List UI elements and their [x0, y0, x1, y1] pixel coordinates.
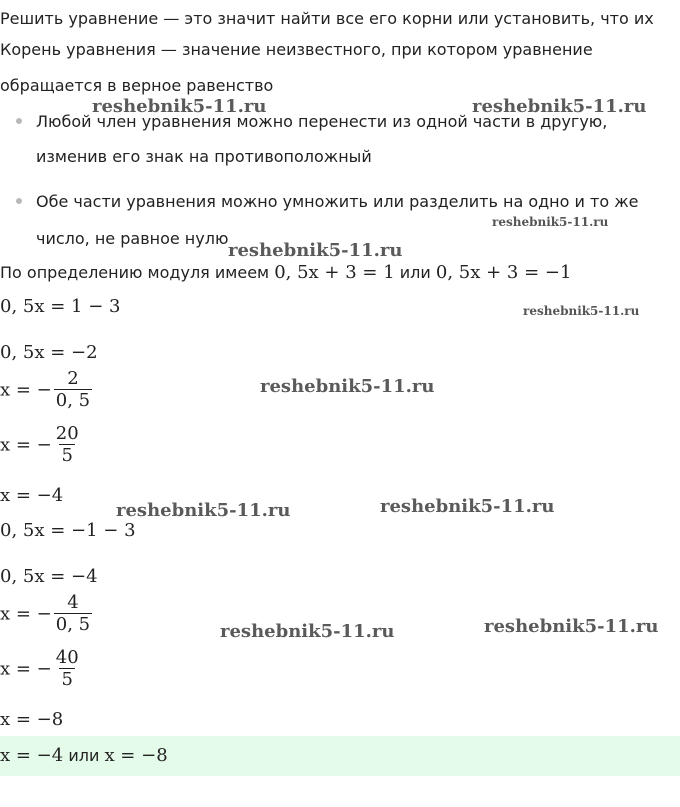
- watermark: reshebnik5-11.ru: [92, 96, 267, 117]
- definition-joiner: или: [399, 263, 431, 282]
- fraction-denominator: 5: [61, 445, 73, 466]
- case2-step-1: 0, 5x = −1 − 3: [0, 520, 136, 541]
- intro-line-3: обращается в верное равенство: [0, 76, 274, 95]
- rule-1-line-1: Любой член уравнения можно перенести из одной части в другую,: [36, 112, 608, 131]
- intro-line-2: Корень уравнения — значение неизвестного, при котором уравнение: [0, 40, 593, 59]
- watermark: reshebnik5-11.ru: [116, 500, 291, 521]
- case1-step-4: [0, 424, 81, 467]
- case2-result: x = −8: [0, 709, 64, 730]
- watermark: reshebnik5-11.ru: [523, 304, 640, 318]
- case2-step-4: [0, 648, 81, 691]
- fraction: [54, 369, 92, 412]
- watermark: reshebnik5-11.ru: [380, 496, 555, 517]
- answer-joiner: или: [68, 746, 100, 765]
- fraction-numerator: 4: [67, 592, 79, 613]
- fraction-denominator: 5: [61, 669, 73, 690]
- watermark: reshebnik5-11.ru: [220, 621, 395, 642]
- answer-line: [0, 745, 168, 766]
- intro-line-1: Решить уравнение — это значит найти все его корни или установить, что их: [0, 9, 654, 28]
- case1-result: x = −4: [0, 485, 64, 506]
- rule-2-line-2: число, не равное нулю: [36, 229, 229, 248]
- rule-2-line-1: Обе части уравнения можно умножить или разделить на одно и то же: [36, 192, 639, 211]
- fraction: [54, 648, 81, 691]
- fraction-denominator: 0, 5: [55, 390, 91, 411]
- answer-box: [0, 736, 680, 776]
- watermark: reshebnik5-11.ru: [492, 215, 609, 229]
- answer-part-2: x = −8: [104, 745, 168, 766]
- case1-step-3: [0, 369, 92, 412]
- definition-line: [0, 262, 571, 283]
- case1-step-1: 0, 5x = 1 − 3: [0, 296, 121, 317]
- definition-text: По определению модуля имеем: [0, 263, 270, 282]
- answer-part-1: x = −4: [0, 745, 64, 766]
- fraction: [54, 424, 81, 467]
- definition-eq-2: 0, 5x + 3 = −1: [435, 262, 572, 283]
- definition-eq-1: 0, 5x + 3 = 1: [274, 262, 395, 283]
- case2-step-3-lhs: x = −: [0, 603, 52, 625]
- watermark: reshebnik5-11.ru: [484, 616, 659, 637]
- case1-step-2: 0, 5x = −2: [0, 342, 98, 363]
- fraction-numerator: 40: [55, 647, 79, 668]
- watermark: reshebnik5-11.ru: [472, 96, 647, 117]
- case2-step-2: 0, 5x = −4: [0, 566, 98, 587]
- case1-step-3-lhs: x = −: [0, 379, 52, 401]
- watermark: reshebnik5-11.ru: [260, 376, 435, 397]
- bullet-icon: [16, 198, 22, 204]
- fraction: [54, 593, 92, 636]
- bullet-icon: [16, 118, 22, 124]
- fraction-numerator: 20: [55, 423, 79, 444]
- case2-step-3: [0, 593, 92, 636]
- case2-step-4-lhs: x = −: [0, 658, 52, 680]
- fraction-numerator: 2: [67, 368, 79, 389]
- rule-1-line-2: изменив его знак на противоположный: [36, 147, 372, 166]
- watermark: reshebnik5-11.ru: [228, 240, 403, 261]
- fraction-denominator: 0, 5: [55, 614, 91, 635]
- case1-step-4-lhs: x = −: [0, 434, 52, 456]
